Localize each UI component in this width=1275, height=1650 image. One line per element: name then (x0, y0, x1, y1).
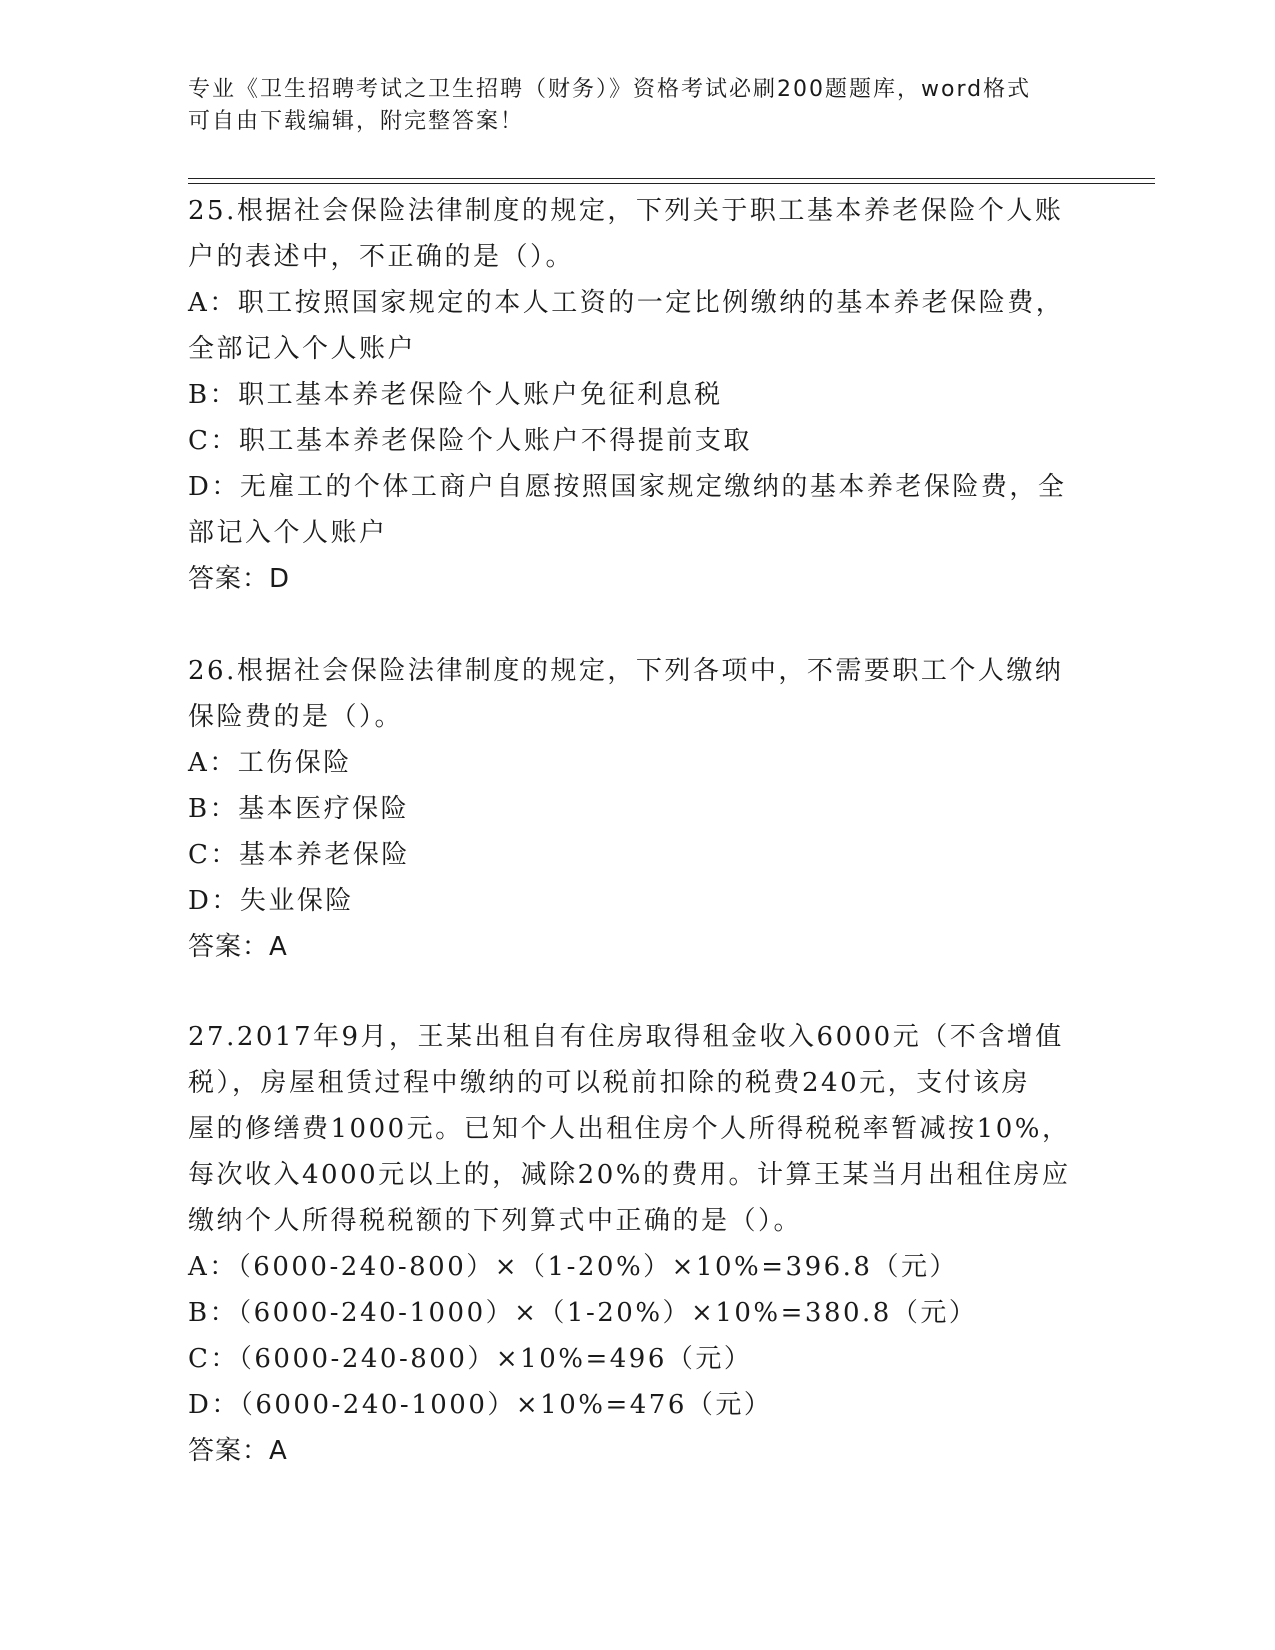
option-b-line: B：基本医疗保险 (188, 794, 410, 824)
question-text-line: 保险费的是（）。 (188, 702, 404, 732)
option-c-line: C：基本养老保险 (188, 840, 410, 870)
header-divider-bottom (188, 183, 1155, 184)
option-a-line: A：职工按照国家规定的本人工资的一定比例缴纳的基本养老保险费， (188, 288, 1065, 318)
option-a-continuation: 全部记入个人账户 (188, 334, 417, 364)
question-26 (188, 648, 1068, 970)
option-b-line: B：职工基本养老保险个人账户免征利息税 (188, 380, 723, 410)
option-c-line: C：（6000-240-800）×10%=496（元） (188, 1344, 753, 1374)
question-text-line: 户的表述中，不正确的是（）。 (188, 242, 575, 272)
option-c-line: C：职工基本养老保险个人账户不得提前支取 (188, 426, 752, 456)
question-text-line: 每次收入4000元以上的，减除20%的费用。计算王某当月出租住房应 (188, 1160, 1071, 1190)
header-line-2: 可自由下载编辑，附完整答案！ (188, 109, 525, 134)
question-text-line: 屋的修缮费1000元。已知个人出租住房个人所得税税率暂减按10%， (188, 1114, 1071, 1144)
question-text-line: 税），房屋租赁过程中缴纳的可以税前扣除的税费240元，支付该房 (188, 1068, 1031, 1098)
document-header (188, 74, 1068, 138)
answer-line: 答案：D (188, 564, 291, 594)
option-d-line: D：（6000-240-1000）×10%=476（元） (188, 1390, 773, 1420)
option-b-line: B：（6000-240-1000）×（1-20%）×10%=380.8（元） (188, 1298, 978, 1328)
option-d-line: D：失业保险 (188, 886, 354, 916)
question-25 (188, 188, 1068, 602)
option-d-line: D：无雇工的个体工商户自愿按照国家规定缴纳的基本养老保险费，全 (188, 472, 1067, 502)
question-text-line: 27.2017年9月，王某出租自有住房取得租金收入6000元（不含增值 (188, 1022, 1064, 1052)
answer-line: 答案：A (188, 932, 288, 962)
option-a-line: A：（6000-240-800）×（1-20%）×10%=396.8（元） (188, 1252, 958, 1282)
question-text-line: 缴纳个人所得税税额的下列算式中正确的是（）。 (188, 1206, 803, 1236)
question-text-line: 26.根据社会保险法律制度的规定，下列各项中，不需要职工个人缴纳 (188, 656, 1064, 686)
question-27 (188, 1014, 1071, 1474)
option-a-line: A：工伤保险 (188, 748, 352, 778)
header-divider-top (188, 178, 1155, 179)
header-line-1: 专业《卫生招聘考试之卫生招聘（财务）》资格考试必刷200题题库，word格式 (188, 77, 1032, 102)
option-d-continuation: 部记入个人账户 (188, 518, 388, 548)
answer-line: 答案：A (188, 1436, 288, 1466)
question-text-line: 25.根据社会保险法律制度的规定，下列关于职工基本养老保险个人账 (188, 196, 1064, 226)
